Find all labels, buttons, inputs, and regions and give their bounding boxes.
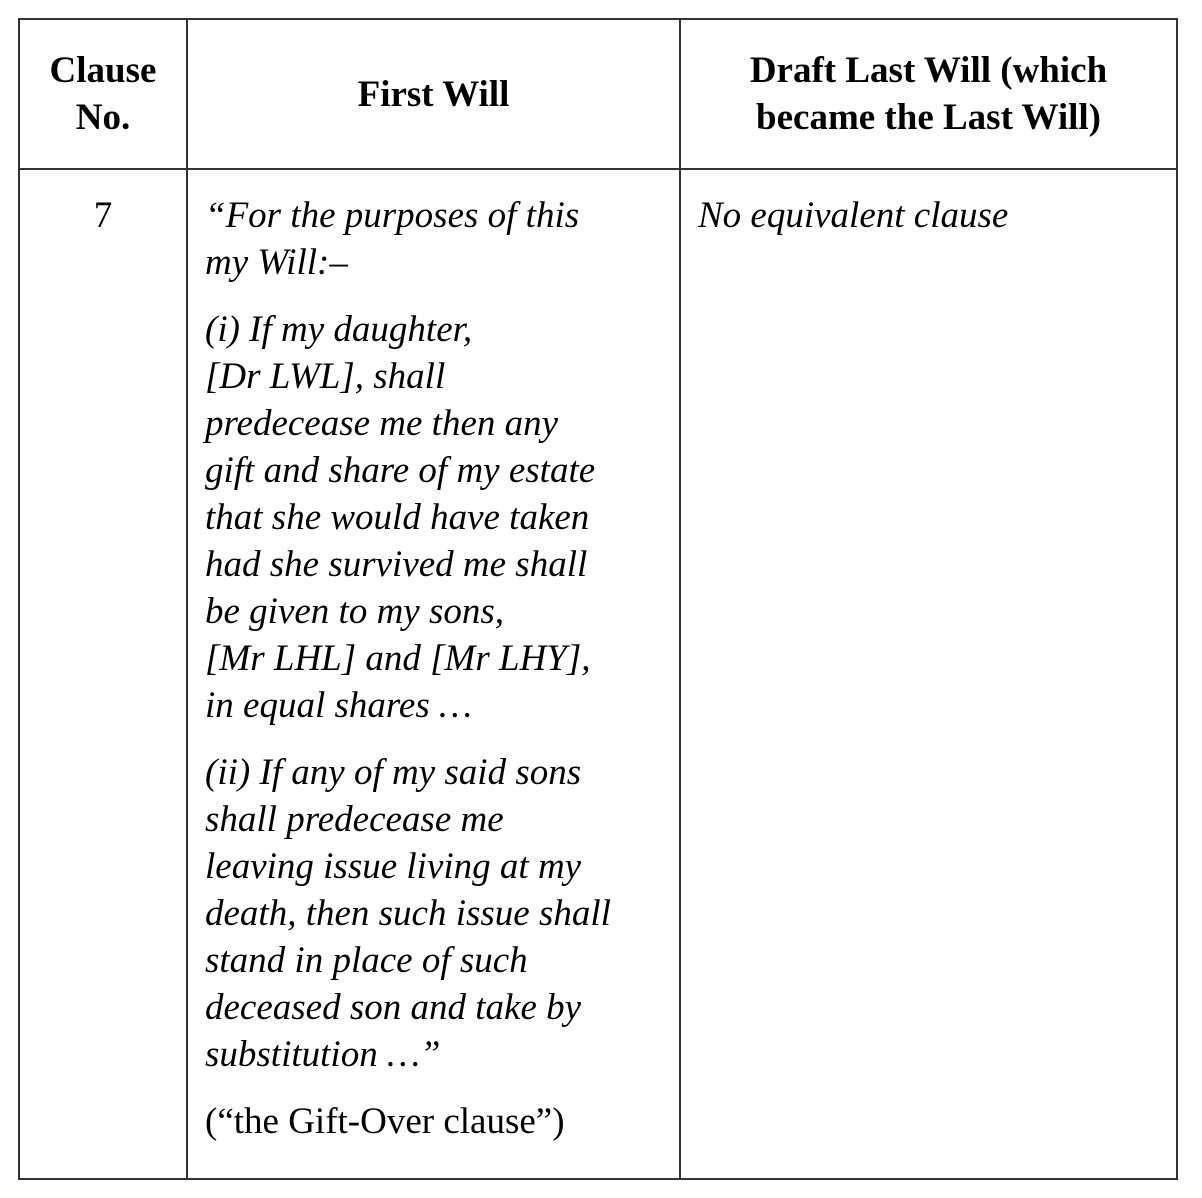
item-ii-line: (ii) If any of my said sons	[205, 752, 582, 793]
first-will-item-ii	[205, 749, 667, 1078]
item-i-line: [Dr LWL], shall	[205, 356, 446, 397]
first-will-item-i	[205, 306, 667, 729]
item-ii-line: deceased son and take by	[205, 987, 582, 1028]
table-row	[19, 169, 1177, 1179]
header-clause-no	[19, 19, 187, 169]
item-i-line: (i) If my daughter,	[205, 309, 473, 350]
item-ii-line: leaving issue living at my	[205, 846, 582, 887]
item-i-line: that she would have taken	[205, 497, 590, 538]
cell-clause-no: 7	[19, 169, 187, 1179]
item-ii-line: substitution …”	[205, 1034, 441, 1075]
cell-first-will	[187, 169, 680, 1179]
clause-comparison-table	[18, 18, 1178, 1180]
header-clause-no-line-1: Clause	[49, 50, 157, 91]
item-i-line: gift and share of my estate	[205, 450, 596, 491]
header-clause-no-line-2: No.	[75, 97, 131, 138]
header-first-will-label: First Will	[357, 73, 510, 115]
header-row	[19, 19, 1177, 169]
item-ii-line: stand in place of such	[205, 940, 528, 981]
item-i-line: [Mr LHL] and [Mr LHY],	[205, 638, 591, 679]
item-ii-line: shall predecease me	[205, 799, 504, 840]
item-ii-line: death, then such issue shall	[205, 893, 611, 934]
header-draft-last-will-line-2: became the Last Will)	[756, 97, 1101, 138]
first-will-intro	[205, 192, 667, 286]
intro-line: my Will:–	[205, 242, 348, 283]
item-i-line: be given to my sons,	[205, 591, 505, 632]
header-draft-last-will	[680, 19, 1177, 169]
gift-over-clause-label: (“the Gift-Over clause”)	[205, 1101, 565, 1142]
header-first-will	[187, 19, 680, 169]
intro-line: “For the purposes of this	[205, 195, 580, 236]
item-i-line: had she survived me shall	[205, 544, 588, 585]
item-i-line: predecease me then any	[205, 403, 559, 444]
cell-draft-last-will: No equivalent clause	[680, 169, 1177, 1179]
header-draft-last-will-line-1: Draft Last Will (which	[749, 50, 1108, 91]
item-i-line: in equal shares …	[205, 685, 472, 726]
